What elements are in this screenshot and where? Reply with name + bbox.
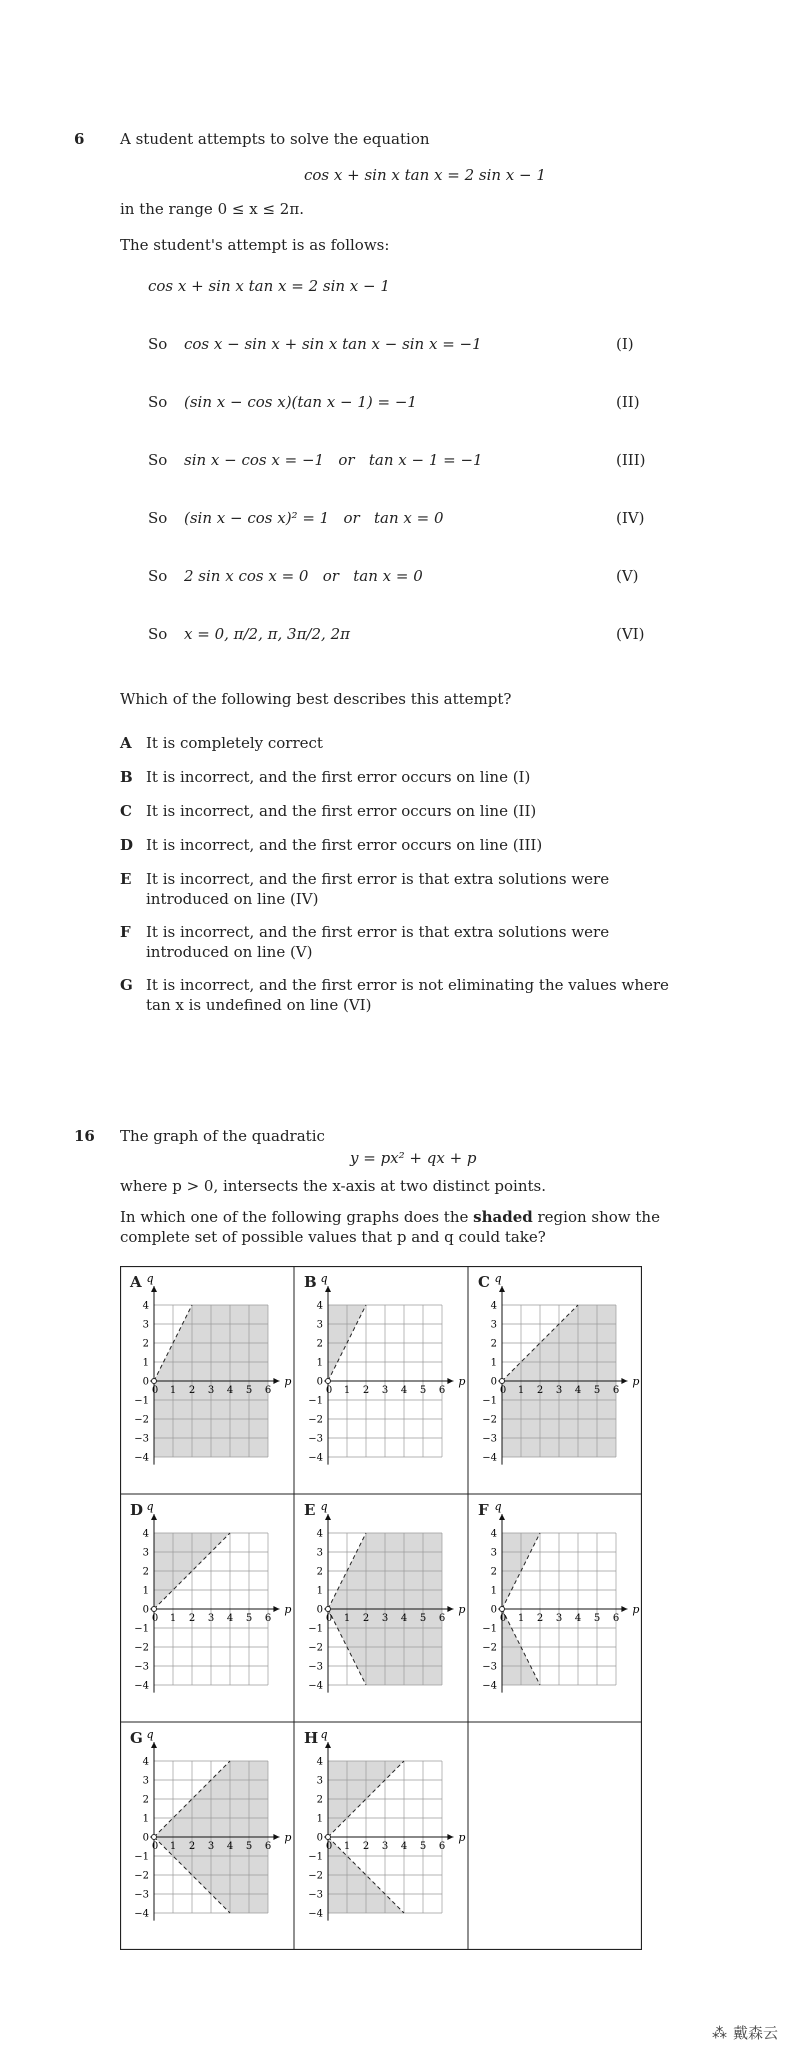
p-axis-arrow [621, 1606, 627, 1612]
watermark [712, 2022, 778, 2043]
graph-g-plot [120, 1722, 294, 1950]
q-tick-label: 2 [490, 1338, 497, 1350]
p-tick-label: 3 [207, 1385, 215, 1396]
graph-a-plot [120, 1266, 294, 1494]
q-tick-label: 2 [316, 1338, 323, 1350]
p-axis-label: p [632, 1375, 640, 1388]
attempt-line-V [148, 567, 668, 589]
graph-option-a[interactable] [120, 1266, 294, 1494]
p-axis-label: p [284, 1831, 292, 1844]
q-tick-label: −4 [134, 1908, 149, 1920]
origin-point [326, 1379, 331, 1384]
origin-point [152, 1607, 157, 1612]
q-tick-label: 4 [316, 1528, 323, 1540]
attempt-first-line: cos x + sin x tan x = 2 sin x − 1 [148, 277, 390, 295]
p-tick-label: 6 [264, 1841, 272, 1852]
question-6-range: in the range 0 ≤ x ≤ 2π. [120, 200, 304, 218]
graph-option-d[interactable] [120, 1494, 294, 1722]
graph-option-h[interactable] [294, 1722, 468, 1950]
q-tick-label: −2 [134, 1642, 149, 1654]
q-tick-label: −3 [482, 1661, 497, 1673]
p-axis-label: p [458, 1375, 466, 1388]
q-tick-label: 2 [142, 1566, 149, 1578]
p-tick-label: 4 [400, 1841, 408, 1852]
q-tick-label: −1 [134, 1395, 149, 1407]
q-tick-label: −3 [308, 1661, 323, 1673]
so-label: So [148, 509, 168, 527]
q-tick-label: −3 [134, 1433, 149, 1445]
p-tick-label: 2 [188, 1841, 196, 1852]
option-text: It is incorrect, and the first error is not eliminating the values where tan x is undefined on line (VI) [146, 976, 669, 1014]
p-tick-label: 1 [517, 1385, 525, 1396]
line-tag: (IV) [616, 509, 645, 527]
option-e[interactable] [120, 869, 680, 911]
q-tick-label: −4 [134, 1680, 149, 1692]
q-tick-label: 2 [142, 1794, 149, 1806]
p-tick-label: 0 [151, 1841, 159, 1852]
so-label: So [148, 393, 168, 411]
prompt-text-end: region show the complete set of possible values that p and q could take? [120, 1208, 660, 1246]
p-tick-label: 0 [325, 1841, 333, 1852]
graph-b-plot [294, 1266, 468, 1494]
question-6-equation: cos x + sin x tan x = 2 sin x − 1 [304, 166, 546, 184]
option-text: It is incorrect, and the first error occurs on line (I) [146, 768, 531, 786]
graph-label: D [130, 1501, 144, 1519]
p-tick-label: 5 [245, 1841, 253, 1852]
q-tick-label: −1 [308, 1395, 323, 1407]
q-tick-label: 1 [316, 1813, 323, 1825]
p-tick-label: 5 [419, 1841, 427, 1852]
q-tick-label: 2 [142, 1338, 149, 1350]
option-f[interactable] [120, 922, 680, 964]
q-tick-label: 1 [316, 1357, 323, 1369]
so-label: So [148, 625, 168, 643]
option-d[interactable] [120, 835, 680, 857]
origin-point [500, 1607, 505, 1612]
graph-option-e[interactable] [294, 1494, 468, 1722]
q-tick-label: 1 [142, 1357, 149, 1369]
q-tick-label: 1 [490, 1357, 497, 1369]
graph-c-plot [468, 1266, 642, 1494]
q-tick-label: −4 [308, 1452, 323, 1464]
q-tick-label: 1 [142, 1813, 149, 1825]
q-tick-label: 1 [142, 1585, 149, 1597]
attempt-line-II [148, 393, 668, 415]
question-16-number: 16 [74, 1127, 95, 1145]
q-tick-label: −3 [134, 1661, 149, 1673]
p-tick-label: 6 [612, 1385, 620, 1396]
option-text: It is incorrect, and the first error is that extra solutions were introduced on line (IV) [146, 870, 610, 908]
p-tick-label: 4 [400, 1613, 408, 1624]
q-tick-label: 3 [142, 1547, 149, 1559]
q-tick-label: 4 [142, 1756, 149, 1768]
graph-label: C [478, 1273, 490, 1291]
option-text: It is incorrect, and the first error is that extra solutions were introduced on line (V) [146, 923, 610, 961]
graph-option-g[interactable] [120, 1722, 294, 1950]
q-tick-label: −3 [482, 1433, 497, 1445]
graph-label: H [304, 1729, 319, 1747]
graph-label: B [304, 1273, 317, 1291]
q-axis-label: q [494, 1272, 502, 1285]
q-axis-arrow [325, 1742, 331, 1748]
q-tick-label: 1 [490, 1585, 497, 1597]
q-tick-label: 2 [316, 1794, 323, 1806]
p-tick-label: 4 [400, 1385, 408, 1396]
q-tick-label: −1 [134, 1623, 149, 1635]
graph-label: G [130, 1729, 143, 1747]
p-tick-label: 6 [438, 1613, 446, 1624]
p-tick-label: 5 [245, 1613, 253, 1624]
q-axis-arrow [151, 1742, 157, 1748]
q-axis-arrow [151, 1286, 157, 1292]
attempt-line-I [148, 335, 668, 357]
p-tick-label: 2 [188, 1613, 196, 1624]
q-tick-label: −1 [134, 1851, 149, 1863]
line-tag: (II) [616, 393, 640, 411]
option-letter: C [120, 802, 132, 820]
p-tick-label: 0 [325, 1385, 333, 1396]
graph-label: A [130, 1273, 142, 1291]
q-axis-label: q [146, 1272, 154, 1285]
q-axis-arrow [325, 1286, 331, 1292]
so-label: So [148, 451, 168, 469]
watermark-text: 戴森云 [732, 2024, 778, 2042]
q-axis-label: q [320, 1728, 328, 1741]
q-tick-label: −2 [482, 1642, 497, 1654]
q-tick-label: 0 [490, 1604, 497, 1616]
q-tick-label: 0 [142, 1832, 149, 1844]
option-b[interactable] [120, 767, 680, 789]
p-tick-label: 1 [517, 1613, 525, 1624]
p-axis-label: p [458, 1831, 466, 1844]
q-tick-label: 4 [142, 1528, 149, 1540]
p-tick-label: 2 [536, 1385, 544, 1396]
q-axis-label: q [320, 1500, 328, 1513]
graph-d-plot [120, 1494, 294, 1722]
line-expression: x = 0, π/2, π, 3π/2, 2π [184, 625, 350, 643]
p-tick-label: 3 [381, 1385, 389, 1396]
q-tick-label: 4 [316, 1300, 323, 1312]
line-tag: (III) [616, 451, 646, 469]
p-tick-label: 3 [555, 1385, 563, 1396]
q-tick-label: −4 [308, 1908, 323, 1920]
line-expression: 2 sin x cos x = 0 or tan x = 0 [184, 567, 423, 585]
p-tick-label: 5 [593, 1385, 601, 1396]
q-tick-label: −2 [134, 1414, 149, 1426]
attempt-line-IV [148, 509, 668, 531]
p-tick-label: 0 [151, 1385, 159, 1396]
p-tick-label: 5 [245, 1385, 253, 1396]
question-16-condition: where p > 0, intersects the x-axis at two distinct points. [120, 1177, 547, 1195]
p-tick-label: 1 [343, 1385, 351, 1396]
p-tick-label: 4 [226, 1613, 234, 1624]
question-16-prompt [120, 1207, 700, 1247]
question-16-intro: The graph of the quadratic [120, 1127, 325, 1145]
q-axis-arrow [151, 1514, 157, 1520]
option-letter: B [120, 768, 133, 786]
q-tick-label: −1 [308, 1851, 323, 1863]
q-tick-label: −4 [308, 1680, 323, 1692]
p-tick-label: 5 [419, 1385, 427, 1396]
q-axis-arrow [499, 1286, 505, 1292]
q-tick-label: 0 [142, 1604, 149, 1616]
q-tick-label: −1 [308, 1623, 323, 1635]
q-tick-label: 0 [316, 1832, 323, 1844]
q-tick-label: 4 [142, 1300, 149, 1312]
q-axis-label: q [494, 1500, 502, 1513]
p-axis-label: p [458, 1603, 466, 1616]
empty-cell [468, 1722, 642, 1950]
q-tick-label: 0 [316, 1604, 323, 1616]
p-tick-label: 6 [438, 1385, 446, 1396]
line-expression: (sin x − cos x)² = 1 or tan x = 0 [184, 509, 444, 527]
attempt-line-VI [148, 625, 668, 647]
q-tick-label: −2 [308, 1414, 323, 1426]
q-tick-label: −4 [134, 1452, 149, 1464]
q-tick-label: 0 [142, 1376, 149, 1388]
p-tick-label: 3 [381, 1841, 389, 1852]
q-tick-label: 0 [490, 1376, 497, 1388]
p-tick-label: 2 [188, 1385, 196, 1396]
p-tick-label: 3 [381, 1613, 389, 1624]
q-tick-label: 3 [316, 1319, 323, 1331]
p-tick-label: 5 [419, 1613, 427, 1624]
p-tick-label: 4 [226, 1841, 234, 1852]
graph-option-f[interactable] [468, 1494, 642, 1722]
graph-h-plot [294, 1722, 468, 1950]
p-axis-arrow [273, 1606, 279, 1612]
p-tick-label: 6 [264, 1385, 272, 1396]
q-tick-label: 3 [142, 1775, 149, 1787]
origin-point [152, 1835, 157, 1840]
q-tick-label: 3 [316, 1775, 323, 1787]
option-text: It is completely correct [146, 734, 323, 752]
prompt-text-start: In which one of the following graphs does the [120, 1208, 474, 1226]
p-axis-arrow [273, 1378, 279, 1384]
so-label: So [148, 567, 168, 585]
so-label: So [148, 335, 168, 353]
wechat-icon: ⁂ [711, 2024, 727, 2042]
graph-f-plot [468, 1494, 642, 1722]
origin-point [326, 1835, 331, 1840]
p-tick-label: 6 [438, 1841, 446, 1852]
q-tick-label: −3 [308, 1889, 323, 1901]
p-tick-label: 0 [499, 1385, 507, 1396]
p-tick-label: 2 [362, 1385, 370, 1396]
p-tick-label: 3 [207, 1613, 215, 1624]
p-tick-label: 1 [169, 1613, 177, 1624]
option-letter: D [120, 836, 134, 854]
p-tick-label: 2 [362, 1841, 370, 1852]
question-16-equation: y = px² + qx + p [350, 1149, 477, 1167]
q-axis-label: q [146, 1500, 154, 1513]
p-tick-label: 1 [343, 1841, 351, 1852]
q-tick-label: 2 [490, 1566, 497, 1578]
option-letter: G [120, 976, 133, 994]
question-6-prompt: Which of the following best describes this attempt? [120, 690, 512, 708]
q-tick-label: 0 [316, 1376, 323, 1388]
p-axis-arrow [447, 1378, 453, 1384]
q-tick-label: −2 [134, 1870, 149, 1882]
origin-point [326, 1607, 331, 1612]
p-axis-arrow [447, 1834, 453, 1840]
q-axis-arrow [499, 1514, 505, 1520]
line-tag: (VI) [616, 625, 645, 643]
graph-option-c[interactable] [468, 1266, 642, 1494]
q-tick-label: 4 [316, 1756, 323, 1768]
option-text: It is incorrect, and the first error occurs on line (II) [146, 802, 537, 820]
p-tick-label: 1 [343, 1613, 351, 1624]
p-tick-label: 0 [499, 1613, 507, 1624]
p-tick-label: 1 [169, 1841, 177, 1852]
p-tick-label: 2 [362, 1613, 370, 1624]
q-tick-label: 3 [142, 1319, 149, 1331]
q-tick-label: 3 [490, 1547, 497, 1559]
q-tick-label: 3 [316, 1547, 323, 1559]
origin-point [500, 1379, 505, 1384]
q-tick-label: −2 [308, 1870, 323, 1882]
p-axis-arrow [621, 1378, 627, 1384]
p-tick-label: 0 [325, 1613, 333, 1624]
line-expression: (sin x − cos x)(tan x − 1) = −1 [184, 393, 417, 411]
p-tick-label: 3 [207, 1841, 215, 1852]
line-expression: cos x − sin x + sin x tan x − sin x = −1 [184, 335, 482, 353]
q-tick-label: 2 [316, 1566, 323, 1578]
q-tick-label: −2 [482, 1414, 497, 1426]
p-axis-arrow [447, 1606, 453, 1612]
option-letter: F [120, 923, 131, 941]
line-expression: sin x − cos x = −1 or tan x − 1 = −1 [184, 451, 483, 469]
prompt-text-bold: shaded [473, 1208, 533, 1226]
option-letter: E [120, 870, 132, 888]
p-tick-label: 0 [151, 1613, 159, 1624]
q-tick-label: 4 [490, 1528, 497, 1540]
line-tag: (I) [616, 335, 634, 353]
q-tick-label: 1 [316, 1585, 323, 1597]
graph-label: E [304, 1501, 316, 1519]
p-axis-label: p [632, 1603, 640, 1616]
p-tick-label: 5 [593, 1613, 601, 1624]
p-tick-label: 6 [612, 1613, 620, 1624]
p-tick-label: 2 [536, 1613, 544, 1624]
p-axis-arrow [273, 1834, 279, 1840]
p-tick-label: 4 [226, 1385, 234, 1396]
q-tick-label: −4 [482, 1452, 497, 1464]
option-c[interactable] [120, 801, 680, 823]
q-axis-label: q [146, 1728, 154, 1741]
graph-e-plot [294, 1494, 468, 1722]
graph-label: F [478, 1501, 489, 1519]
option-text: It is incorrect, and the first error occurs on line (III) [146, 836, 543, 854]
q-tick-label: −1 [482, 1395, 497, 1407]
q-tick-label: 3 [490, 1319, 497, 1331]
origin-point [152, 1379, 157, 1384]
attempt-line-III [148, 451, 668, 473]
q-axis-label: q [320, 1272, 328, 1285]
q-tick-label: −1 [482, 1623, 497, 1635]
option-a[interactable] [120, 733, 680, 755]
q-tick-label: −3 [134, 1889, 149, 1901]
question-6-number: 6 [74, 130, 85, 148]
p-tick-label: 6 [264, 1613, 272, 1624]
q-tick-label: −3 [308, 1433, 323, 1445]
option-g[interactable] [120, 975, 680, 1017]
option-letter: A [120, 734, 132, 752]
p-axis-label: p [284, 1375, 292, 1388]
graphs-table [120, 1266, 642, 1950]
p-tick-label: 4 [574, 1385, 582, 1396]
q-axis-arrow [325, 1514, 331, 1520]
line-tag: (V) [616, 567, 639, 585]
p-tick-label: 3 [555, 1613, 563, 1624]
graph-option-b[interactable] [294, 1266, 468, 1494]
q-tick-label: −2 [308, 1642, 323, 1654]
p-axis-label: p [284, 1603, 292, 1616]
attempt-intro: The student's attempt is as follows: [120, 236, 390, 254]
p-tick-label: 4 [574, 1613, 582, 1624]
q-tick-label: −4 [482, 1680, 497, 1692]
p-tick-label: 1 [169, 1385, 177, 1396]
question-6-intro: A student attempts to solve the equation [120, 130, 430, 148]
q-tick-label: 4 [490, 1300, 497, 1312]
